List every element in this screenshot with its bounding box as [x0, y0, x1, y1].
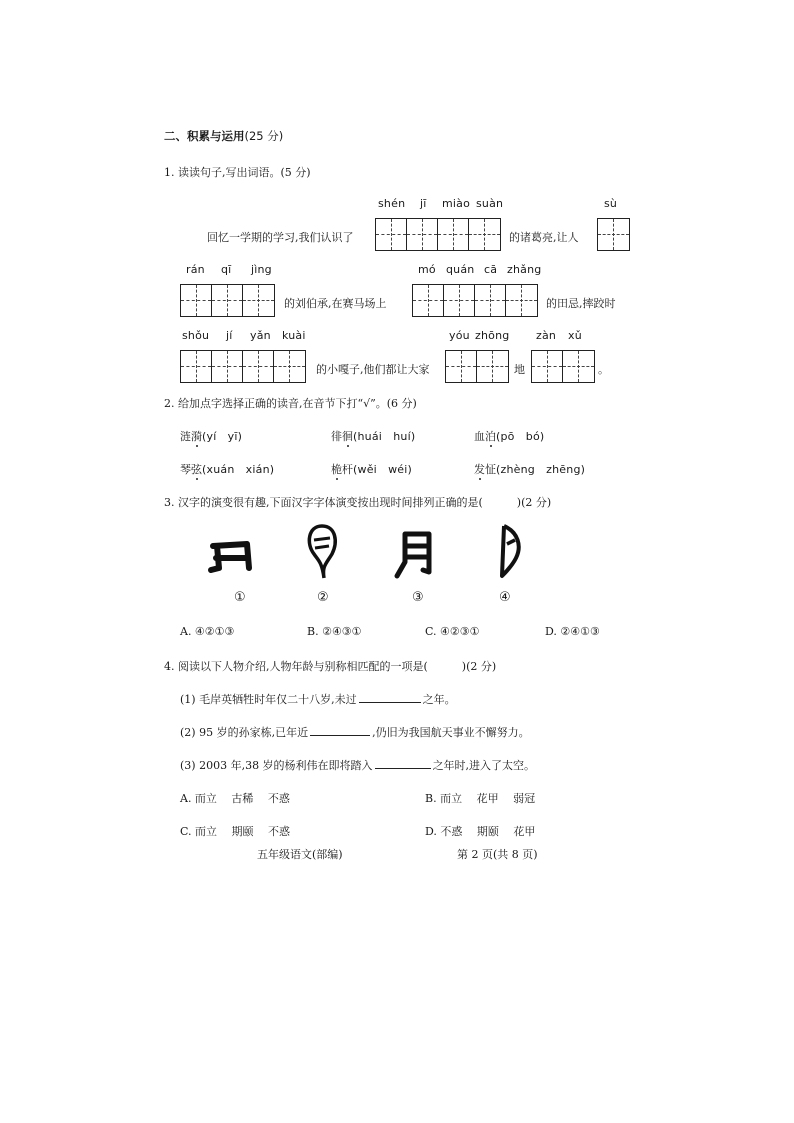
pinyin-options[interactable]: (yí yī) — [202, 430, 243, 443]
answer-cell[interactable] — [413, 285, 444, 316]
section-heading — [164, 128, 283, 144]
dotted-char: 漪 — [191, 430, 202, 443]
answer-grid-shenjimiaosuan[interactable] — [375, 218, 501, 251]
dotted-char: 桅 — [331, 463, 342, 476]
q1-line3b: 地 — [514, 363, 525, 376]
pinyin-xu: xǔ — [568, 329, 582, 342]
answer-cell[interactable] — [376, 219, 407, 250]
footer-subject: 五年级语文(部编) — [257, 848, 343, 861]
answer-cell[interactable] — [446, 351, 477, 382]
q1-title: 1. 读读句子,写出词语。(5 分) — [164, 166, 311, 179]
glyph-label-4: ④ — [499, 590, 511, 605]
q3-option-a[interactable]: A. ④②①③ — [180, 625, 235, 638]
sentence-text: 之年。 — [422, 693, 456, 706]
answer-cell[interactable] — [181, 285, 212, 316]
answer-cell[interactable] — [274, 351, 305, 382]
pinyin-ji: jī — [420, 197, 427, 210]
word-char: 琴 — [180, 463, 191, 476]
glyph-label-1: ① — [234, 590, 246, 605]
q2-item[interactable] — [180, 461, 274, 477]
pinyin-zhang: zhǎng — [507, 263, 542, 276]
q2-title: 2. 给加点字选择正确的读音,在音节下打“√”。(6 分) — [164, 397, 417, 410]
answer-cell[interactable] — [181, 351, 212, 382]
answer-cell[interactable] — [444, 285, 475, 316]
pinyin-suan: suàn — [476, 197, 504, 210]
pinyin-ran: rán — [186, 263, 205, 276]
sentence-text: ,仍旧为我国航天事业不懈努力。 — [372, 726, 530, 739]
answer-cell[interactable] — [475, 285, 506, 316]
answer-grid-youzhong[interactable] — [445, 350, 509, 383]
pinyin-mo: mó — [418, 263, 436, 276]
answer-blank[interactable] — [310, 725, 370, 736]
glyph-label-3: ③ — [412, 590, 424, 605]
q3-option-b[interactable]: B. ②④③① — [307, 625, 362, 638]
q2-item[interactable] — [180, 428, 242, 444]
answer-cell[interactable] — [243, 285, 274, 316]
q4-title-score: )(2 分) — [461, 660, 497, 673]
sentence-text: (2) 95 岁的孙家栋,已年近 — [180, 726, 309, 739]
oracle-bone-moon-glyph — [207, 538, 257, 578]
regular-moon-glyph — [393, 528, 439, 580]
answer-blank[interactable] — [375, 758, 431, 769]
dotted-char: 泊 — [485, 430, 496, 443]
q1-line2b: 的田忌,摔跤时 — [546, 297, 616, 310]
q2-item[interactable] — [474, 428, 544, 444]
pinyin-options[interactable]: (huái huí) — [353, 430, 416, 443]
bronze-moon-glyph — [496, 522, 526, 580]
q4-option-a[interactable]: A. 而立 古稀 不惑 — [180, 792, 290, 805]
pinyin-zhong: zhōng — [475, 329, 510, 342]
q4-sentence-1 — [180, 691, 456, 707]
q1-line3c: 。 — [598, 363, 609, 376]
pinyin-zan: zàn — [536, 329, 557, 342]
pinyin-yan: yǎn — [250, 329, 271, 342]
sentence-text: (3) 2003 年,38 岁的杨利伟在即将踏入 — [180, 759, 373, 772]
answer-cell[interactable] — [477, 351, 508, 382]
footer-page-number: 第 2 页(共 8 页) — [457, 848, 538, 861]
q4-sentence-3 — [180, 757, 535, 773]
glyph-label-2: ② — [317, 590, 329, 605]
dotted-char: 徊 — [342, 430, 353, 443]
answer-cell[interactable] — [506, 285, 537, 316]
sentence-text: 之年时,进入了太空。 — [432, 759, 536, 772]
pinyin-kuai: kuài — [282, 329, 306, 342]
answer-cell[interactable] — [212, 351, 243, 382]
answer-cell[interactable] — [407, 219, 438, 250]
q2-item[interactable] — [474, 461, 585, 477]
q1-line3a: 的小嘎子,他们都让大家 — [316, 363, 430, 376]
q1-line1a: 回忆一学期的学习,我们认识了 — [207, 231, 354, 244]
pinyin-shen: shén — [378, 197, 406, 210]
answer-grid-moquancazhang[interactable] — [412, 284, 538, 317]
dotted-char: 发 — [474, 463, 485, 476]
sentence-text: (1) 毛岸英牺牲时年仅二十八岁,未过 — [180, 693, 357, 706]
q1-line2a: 的刘伯承,在赛马场上 — [284, 297, 387, 310]
answer-cell[interactable] — [469, 219, 500, 250]
q4-option-d[interactable]: D. 不惑 期颐 花甲 — [425, 825, 536, 838]
answer-blank[interactable] — [359, 692, 421, 703]
pinyin-qi: qī — [221, 263, 232, 276]
answer-grid-shouyiyankuai[interactable] — [180, 350, 306, 383]
q3-option-d[interactable]: D. ②④①③ — [545, 625, 600, 638]
answer-cell[interactable] — [598, 219, 629, 250]
word-char: 怔 — [485, 463, 496, 476]
q2-item[interactable] — [331, 461, 412, 477]
answer-cell[interactable] — [563, 351, 594, 382]
q4-option-c[interactable]: C. 而立 期颐 不惑 — [180, 825, 291, 838]
q3-title — [164, 494, 551, 510]
answer-cell[interactable] — [438, 219, 469, 250]
pinyin-su: sù — [604, 197, 618, 210]
q1-line1b: 的诸葛亮,让人 — [509, 231, 579, 244]
q3-option-c[interactable]: C. ④②③① — [425, 625, 480, 638]
pinyin-you: yóu — [449, 329, 470, 342]
pinyin-quan: quán — [446, 263, 475, 276]
word-char: 徘 — [331, 430, 342, 443]
q4-option-b[interactable]: B. 而立 花甲 弱冠 — [425, 792, 536, 805]
pinyin-shou: shǒu — [182, 329, 210, 342]
q4-sentence-2 — [180, 724, 530, 740]
pinyin-options[interactable]: (zhèng zhēng) — [496, 463, 586, 476]
dotted-char: 弦 — [191, 463, 202, 476]
pinyin-jing: jìng — [251, 263, 272, 276]
pinyin-miao: miào — [442, 197, 471, 210]
answer-cell[interactable] — [243, 351, 274, 382]
q3-title-score: )(2 分) — [516, 496, 552, 509]
word-char: 血 — [474, 430, 485, 443]
pinyin-options[interactable]: (wěi wéi) — [353, 463, 413, 476]
answer-grid-zanxu[interactable] — [531, 350, 595, 383]
answer-grid-ranqijing[interactable] — [180, 284, 275, 317]
pinyin-yi: jí — [226, 329, 233, 342]
answer-grid-su[interactable] — [597, 218, 630, 251]
pinyin-options[interactable]: (pō bó) — [496, 430, 545, 443]
word-char: 杆 — [342, 463, 353, 476]
pinyin-options[interactable]: (xuán xián) — [202, 463, 275, 476]
q4-title-text: 4. 阅读以下人物介绍,人物年龄与别称相匹配的一项是( — [164, 660, 428, 673]
section-score: (25 分) — [244, 129, 284, 143]
seal-moon-glyph — [302, 522, 342, 582]
q2-item[interactable] — [331, 428, 415, 444]
q3-title-text: 3. 汉字的演变很有趣,下面汉字字体演变按出现时间排列正确的是( — [164, 496, 483, 509]
word-char: 涟 — [180, 430, 191, 443]
answer-cell[interactable] — [212, 285, 243, 316]
q4-title — [164, 658, 496, 674]
answer-cell[interactable] — [532, 351, 563, 382]
pinyin-ca: cā — [484, 263, 498, 276]
section-title: 二、积累与运用 — [164, 129, 245, 143]
